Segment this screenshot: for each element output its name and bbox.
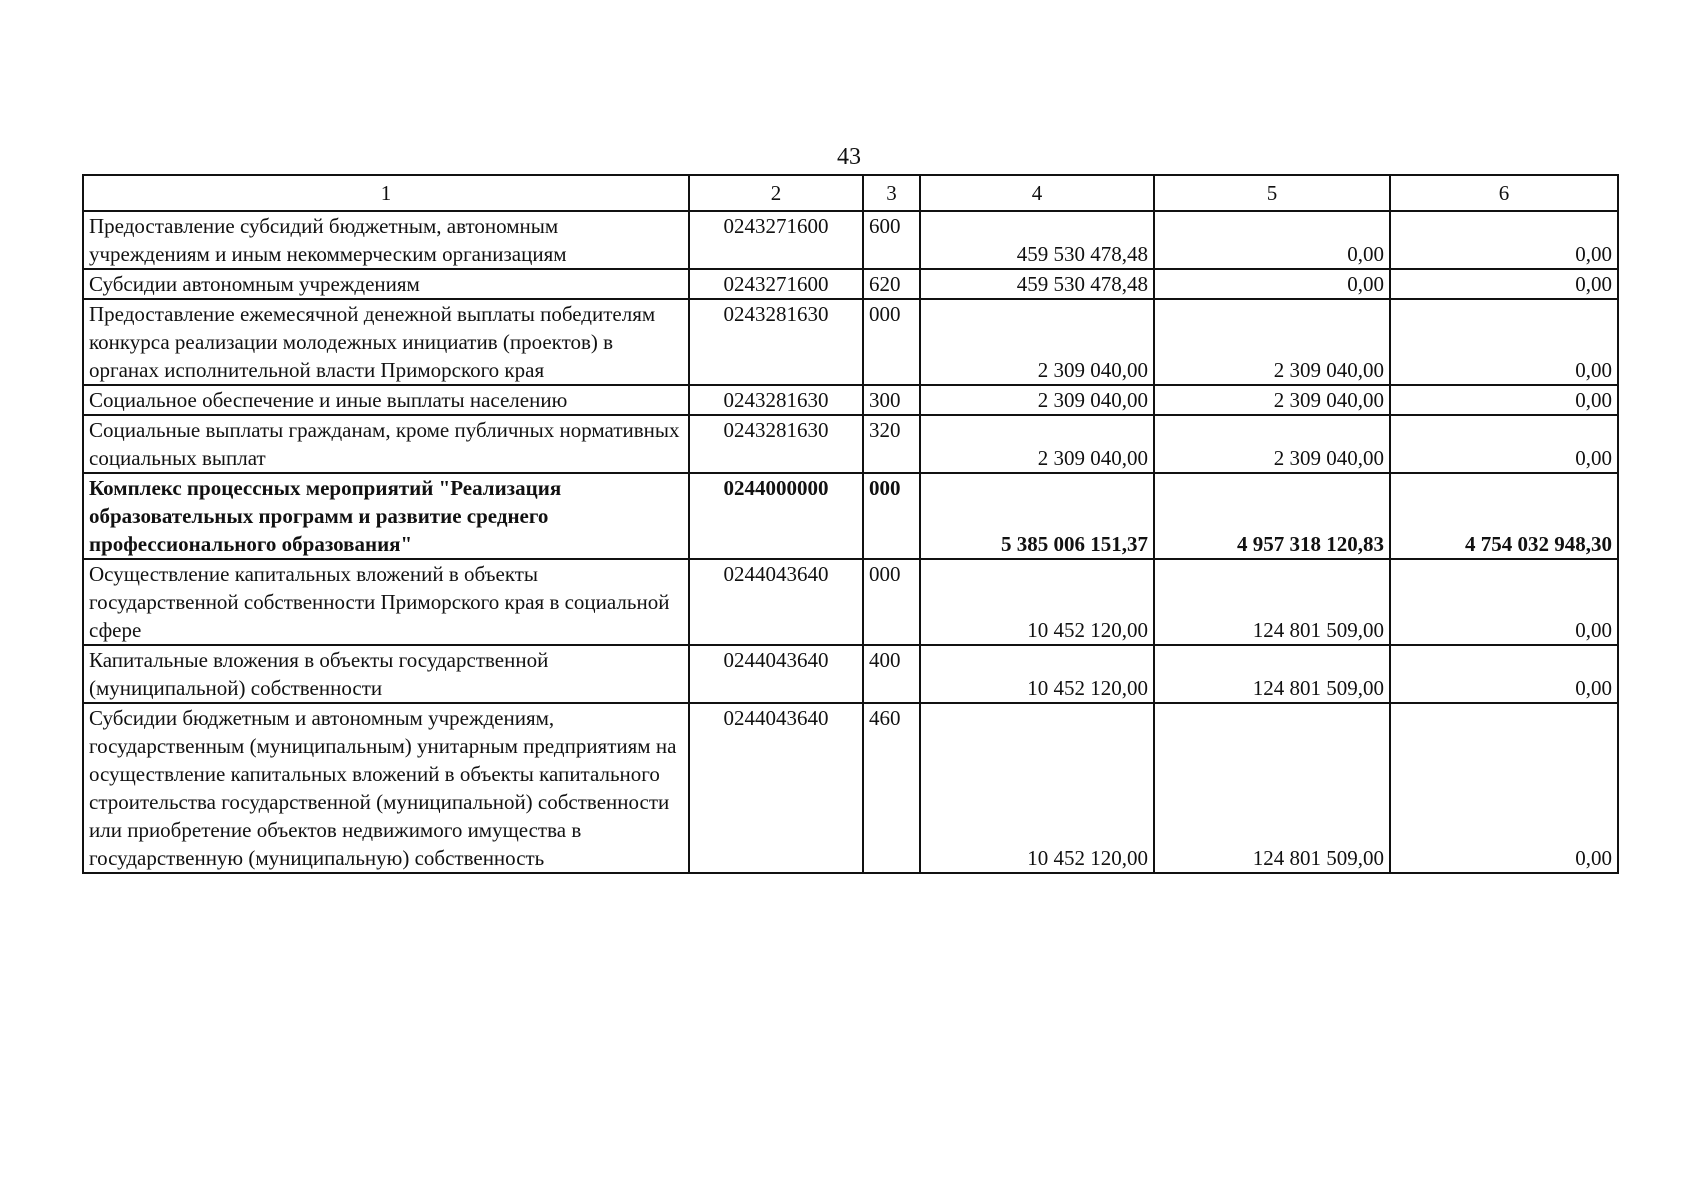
- column-header: 3: [863, 175, 920, 211]
- row-amount-col6: 0,00: [1390, 385, 1618, 415]
- table-row: [83, 645, 1618, 703]
- page-number: 43: [837, 144, 861, 170]
- row-expense-type: 320: [863, 415, 920, 473]
- table-row: [83, 211, 1618, 269]
- row-amount-col5: 4 957 318 120,83: [1154, 473, 1390, 559]
- row-code: 0244043640: [689, 645, 863, 703]
- row-code: 0244043640: [689, 703, 863, 873]
- table-row: [83, 299, 1618, 385]
- row-name: Социальные выплаты гражданам, кроме публичных нормативных социальных выплат: [83, 415, 689, 473]
- row-name: Осуществление капитальных вложений в объекты государственной собственности Приморского края в социальной сфере: [83, 559, 689, 645]
- row-code: 0243281630: [689, 385, 863, 415]
- table-header-row: [83, 175, 1618, 211]
- row-expense-type: 600: [863, 211, 920, 269]
- table-row: [83, 415, 1618, 473]
- row-amount-col6: 0,00: [1390, 415, 1618, 473]
- row-amount-col6: 0,00: [1390, 703, 1618, 873]
- column-header: 1: [83, 175, 689, 211]
- row-expense-type: 400: [863, 645, 920, 703]
- budget-table: [82, 174, 1619, 874]
- row-expense-type: 620: [863, 269, 920, 299]
- column-header: 2: [689, 175, 863, 211]
- row-name: Субсидии бюджетным и автономным учреждениям, государственным (муниципальным) унитарным предприятиям на осуществление капитальных вложений в объекты капитального строительства государственной (муниципальной) собственности или приобретение объектов недвижимого имущества в государственную (муниципальную) собственность: [83, 703, 689, 873]
- row-amount-col4: 5 385 006 151,37: [920, 473, 1154, 559]
- table-row-section-total: [83, 473, 1618, 559]
- row-amount-col5: 0,00: [1154, 211, 1390, 269]
- row-amount-col4: 459 530 478,48: [920, 211, 1154, 269]
- row-code: 0243281630: [689, 299, 863, 385]
- table-row: [83, 703, 1618, 873]
- row-expense-type: 000: [863, 473, 920, 559]
- row-amount-col4: 459 530 478,48: [920, 269, 1154, 299]
- row-name: Субсидии автономным учреждениям: [83, 269, 689, 299]
- row-name: Капитальные вложения в объекты государственной (муниципальной) собственности: [83, 645, 689, 703]
- row-expense-type: 300: [863, 385, 920, 415]
- row-code: 0243281630: [689, 415, 863, 473]
- row-amount-col5: 0,00: [1154, 269, 1390, 299]
- row-amount-col6: 0,00: [1390, 269, 1618, 299]
- row-amount-col4: 2 309 040,00: [920, 415, 1154, 473]
- row-amount-col5: 124 801 509,00: [1154, 645, 1390, 703]
- row-code: 0243271600: [689, 211, 863, 269]
- row-amount-col6: 4 754 032 948,30: [1390, 473, 1618, 559]
- row-expense-type: 460: [863, 703, 920, 873]
- row-amount-col4: 2 309 040,00: [920, 299, 1154, 385]
- row-name: Социальное обеспечение и иные выплаты населению: [83, 385, 689, 415]
- row-name: Комплекс процессных мероприятий "Реализация образовательных программ и развитие среднего профессионального образования": [83, 473, 689, 559]
- row-expense-type: 000: [863, 299, 920, 385]
- row-amount-col5: 2 309 040,00: [1154, 299, 1390, 385]
- column-header: 5: [1154, 175, 1390, 211]
- row-amount-col5: 2 309 040,00: [1154, 385, 1390, 415]
- row-amount-col4: 2 309 040,00: [920, 385, 1154, 415]
- row-expense-type: 000: [863, 559, 920, 645]
- row-code: 0244000000: [689, 473, 863, 559]
- row-code: 0244043640: [689, 559, 863, 645]
- row-code: 0243271600: [689, 269, 863, 299]
- row-amount-col6: 0,00: [1390, 211, 1618, 269]
- row-name: Предоставление ежемесячной денежной выплаты победителям конкурса реализации молодежных инициатив (проектов) в органах исполнительной власти Приморского края: [83, 299, 689, 385]
- row-amount-col5: 124 801 509,00: [1154, 703, 1390, 873]
- row-amount-col4: 10 452 120,00: [920, 559, 1154, 645]
- row-amount-col5: 124 801 509,00: [1154, 559, 1390, 645]
- row-amount-col4: 10 452 120,00: [920, 645, 1154, 703]
- row-amount-col5: 2 309 040,00: [1154, 415, 1390, 473]
- row-amount-col6: 0,00: [1390, 645, 1618, 703]
- table-row: [83, 269, 1618, 299]
- row-name: Предоставление субсидий бюджетным, автономным учреждениям и иным некоммерческим организациям: [83, 211, 689, 269]
- table-row: [83, 385, 1618, 415]
- table-row: [83, 559, 1618, 645]
- row-amount-col6: 0,00: [1390, 559, 1618, 645]
- row-amount-col6: 0,00: [1390, 299, 1618, 385]
- column-header: 4: [920, 175, 1154, 211]
- column-header: 6: [1390, 175, 1618, 211]
- row-amount-col4: 10 452 120,00: [920, 703, 1154, 873]
